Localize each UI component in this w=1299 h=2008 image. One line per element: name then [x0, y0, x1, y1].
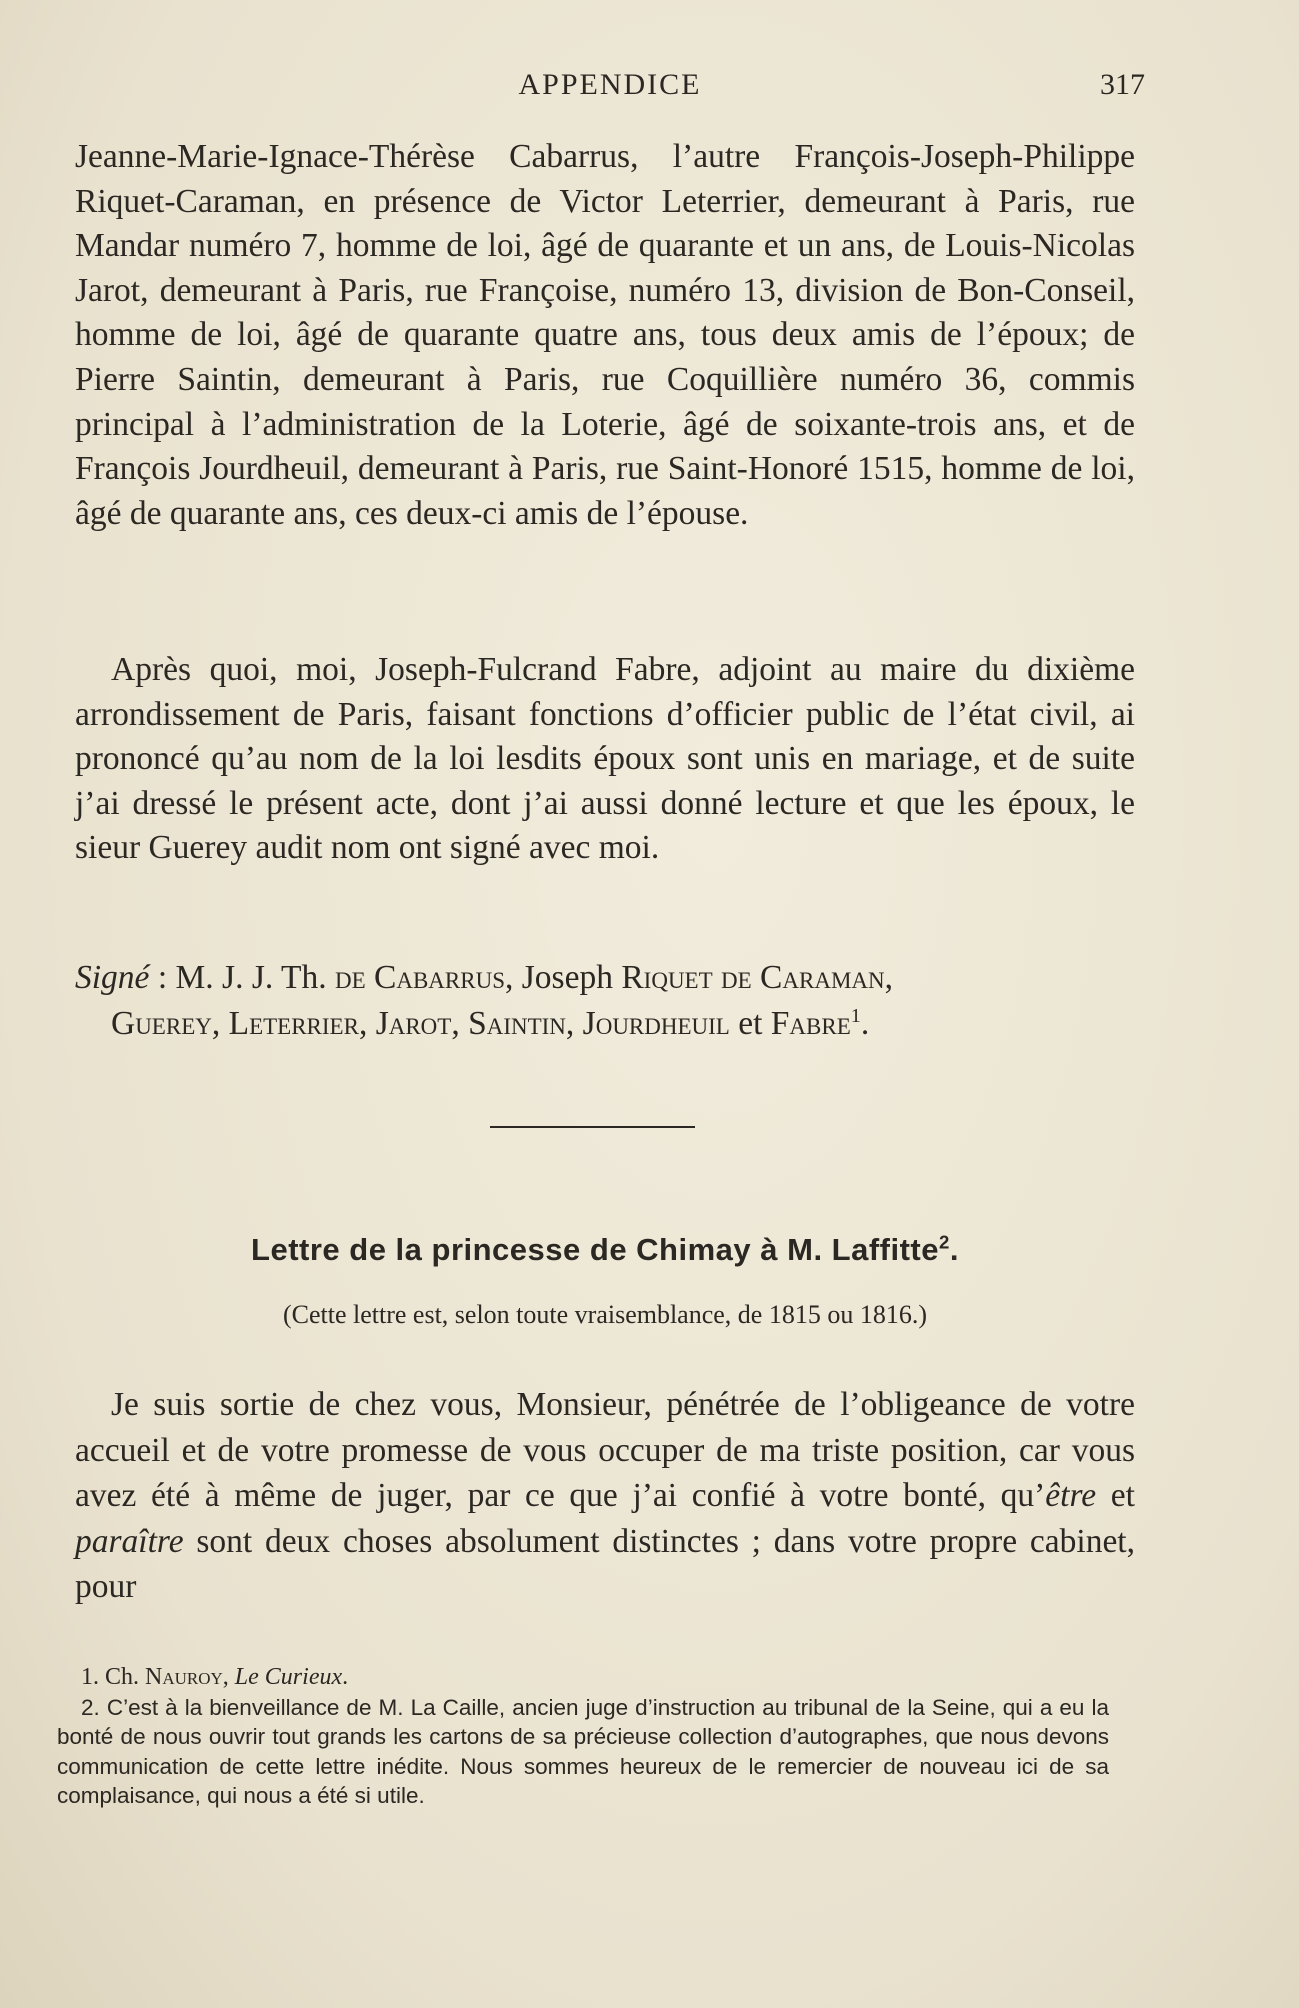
signature-conjunction: et: [729, 1005, 771, 1042]
paragraph-marriage-witnesses: [75, 135, 1135, 536]
footnote-1-period: .: [342, 1664, 349, 1690]
running-head-title: APPENDICE: [518, 68, 702, 101]
letter-body-paragraph: [75, 1382, 1135, 1610]
footnote-2: 2. C’est à la bienveillance de M. La Caille, ancien juge d’instruction au tribunal de la Seine, qui a eu la bonté de nous ouvrir tout grands les cartons de sa précieuse collection d’autographes, que nous devons communication de cette lettre inédite. Nous sommes heureux de le remercier de nouveau ici de sa complaisance, qui nous a été si utile.: [57, 1694, 1109, 1808]
running-head: [75, 68, 1145, 108]
footnotes: [57, 1663, 1109, 1811]
letter-heading-text: Lettre de la princesse de Chimay à M. Laffitte: [251, 1232, 939, 1267]
section-divider: [490, 1126, 695, 1128]
signature-period: .: [860, 1005, 870, 1042]
footnote-ref-1: 1: [850, 1004, 861, 1027]
signature-name-cabarrus: de Cabarrus: [334, 959, 505, 996]
footnote-1-title: Le Curieux: [234, 1664, 343, 1690]
signature-name-fabre: Fabre: [770, 1005, 851, 1042]
letter-date-note: (Cette lettre est, selon toute vraisemblance, de 1815 ou 1816.): [282, 1300, 928, 1329]
letter-heading: [75, 1232, 1135, 1268]
page-number: 317: [1100, 68, 1145, 101]
footnote-1-separator: ,: [222, 1664, 235, 1690]
signatures-block: [75, 955, 1135, 1047]
footnote-1-number: 1. Ch.: [81, 1664, 146, 1690]
letter-body-text-1: Je suis sortie de chez vous, Monsieur, pénétrée de l’obligeance de votre accueil et de votre promesse de vous occuper de ma triste position, car vous avez été à même de juger, par ce que j’ai confié à votre bonté, qu’: [75, 1386, 1135, 1514]
signatures-line-2: [75, 1001, 1135, 1047]
letter-body-emphasis-etre: être: [1045, 1477, 1097, 1514]
letter-heading-period: .: [949, 1232, 959, 1267]
signature-comma: ,: [884, 959, 894, 996]
signatures-line-1: [75, 955, 1135, 1001]
signature-label: Signé: [75, 959, 150, 996]
signature-separator: :: [149, 959, 176, 996]
letter-body-text-3: sont deux choses absolument distinctes ; dans votre propre cabinet, pour: [75, 1522, 1135, 1605]
footnote-1-author: Nauroy: [145, 1664, 223, 1690]
footnote-1: [57, 1663, 1109, 1693]
footnote-ref-2: 2: [939, 1231, 950, 1253]
paragraph-1-text: Jeanne-Marie-Ignace-Thérèse Cabarrus, l’autre François-Joseph-Philippe Riquet-Caraman, en présence de Victor Leterrier, demeurant à Paris, rue Mandar numéro 7, homme de loi, âgé de quarante et un ans, de Louis-Nicolas Jarot, demeurant à Paris, rue Françoise, numéro 13, division de Bon-Conseil, homme de loi, âgé de quarante quatre ans, tous deux amis de l’époux; de Pierre Saintin, demeurant à Paris, rue Coquillière numéro 36, commis principal à l’administration de la Loterie, âgé de soixante-trois ans, et de François Jourdheuil, demeurant à Paris, rue Saint-Honoré 1515, homme de loi, âgé de quarante ans, ces deux-ci amis de l’épouse.: [75, 138, 1135, 532]
paragraph-2-text: Après quoi, moi, Joseph-Fulcrand Fabre, adjoint au maire du dixième arrondissement de Paris, faisant fonctions d’officier public de l’état civil, ai prononcé qu’au nom de la loi lesdits époux sont unis en mariage, et de suite j’ai dressé le présent acte, dont j’ai aussi donné lecture et que les époux, le sieur Guerey audit nom ont signé avec moi.: [75, 651, 1135, 867]
paragraph-marriage-declaration: [75, 648, 1135, 871]
signature-text-joseph: , Joseph: [505, 959, 622, 996]
signature-name-initials: M. J. J. Th.: [175, 959, 335, 996]
letter-body-emphasis-paraitre: paraître: [75, 1522, 184, 1560]
letter-body-text-2: et: [1096, 1477, 1135, 1514]
letter-body: [75, 1382, 1135, 1610]
signature-name-caraman: Riquet de Caraman: [621, 959, 885, 996]
signature-names-list: Guerey, Leterrier, Jarot, Saintin, Jourdheuil: [111, 1005, 730, 1042]
